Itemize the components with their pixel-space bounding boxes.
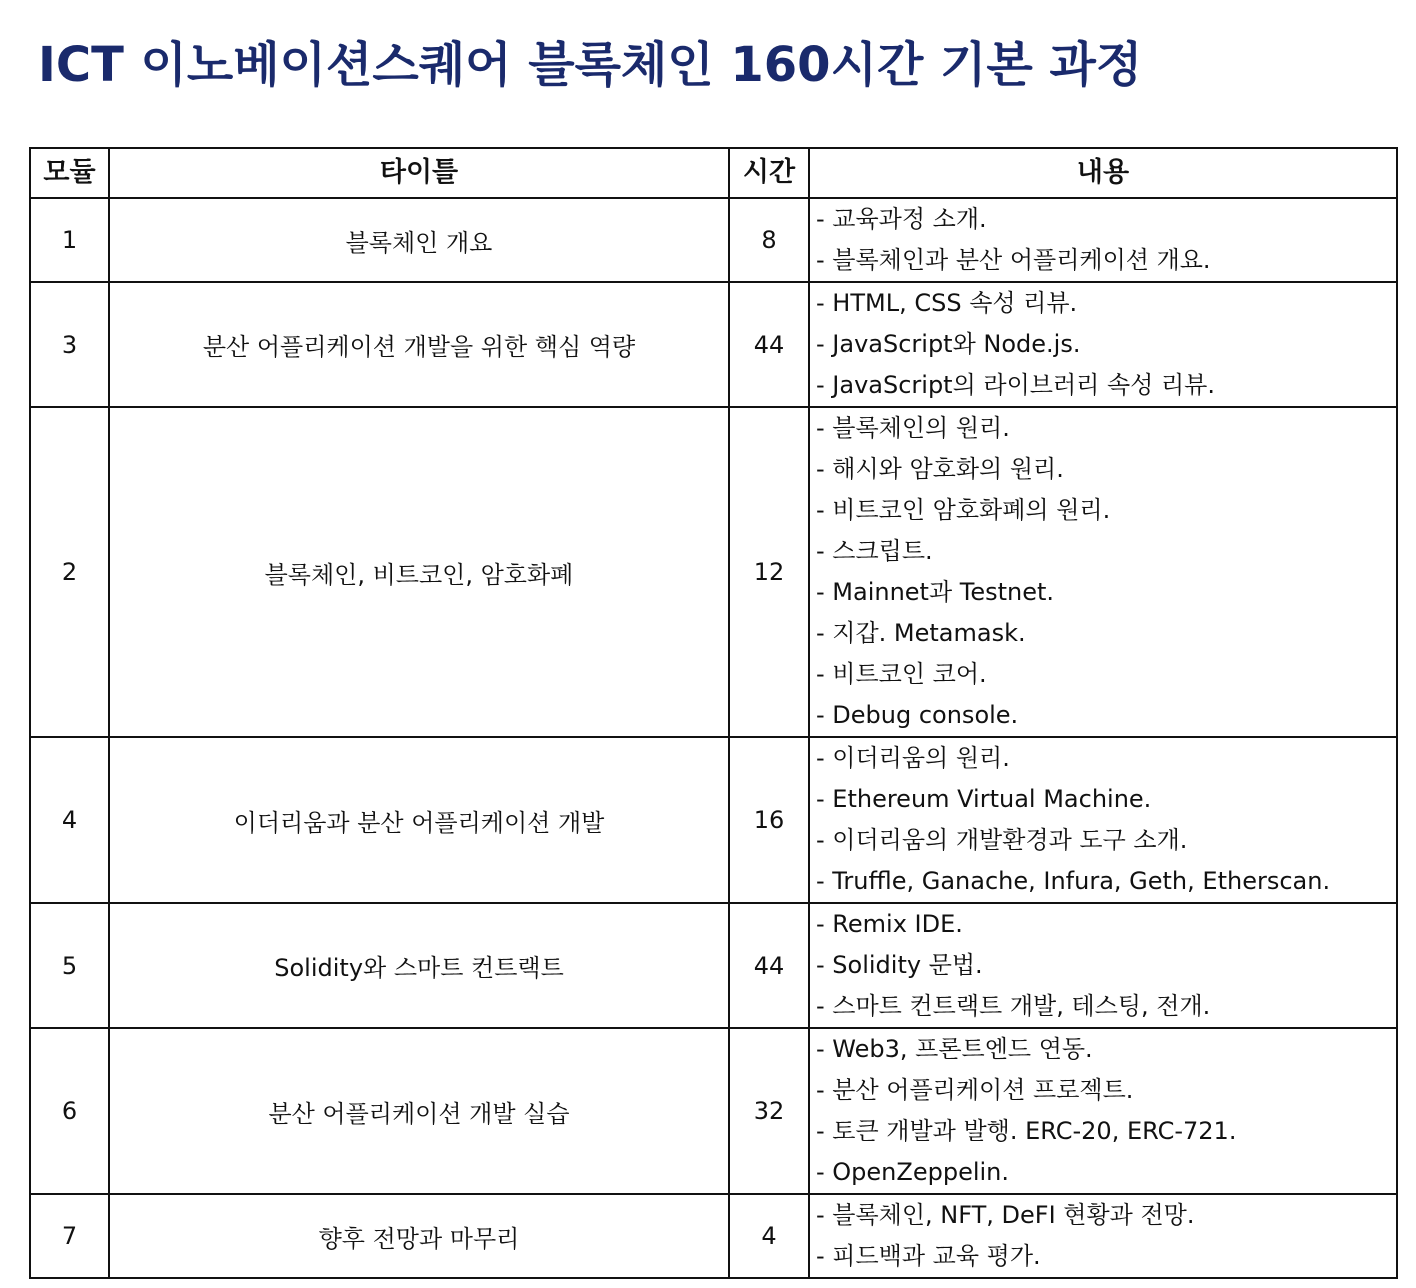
table-row xyxy=(30,282,1397,407)
content-line: - Remix IDE. xyxy=(816,910,963,938)
cell-module-number: 4 xyxy=(30,737,109,903)
table-header-row xyxy=(30,148,1397,198)
cell-module-number: 3 xyxy=(30,282,109,407)
cell-hours: 44 xyxy=(729,903,809,1028)
content-line: - Ethereum Virtual Machine. xyxy=(816,785,1152,813)
page-title: ICT 이노베이션스퀘어 블록체인 160시간 기본 과정 xyxy=(38,37,1143,93)
cell-module-number: 7 xyxy=(30,1194,109,1278)
cell-module-number: 6 xyxy=(30,1028,109,1194)
content-line: - Web3, 프론트엔드 연동. xyxy=(816,1035,1093,1063)
cell-hours: 16 xyxy=(729,737,809,903)
content-line: - HTML, CSS 속성 리뷰. xyxy=(816,289,1078,317)
cell-content xyxy=(809,1028,1397,1194)
table-row xyxy=(30,737,1397,903)
content-line: - 비트코인 암호화폐의 원리. xyxy=(816,496,1111,524)
table-row xyxy=(30,407,1397,737)
content-line: - 블록체인, NFT, DeFI 현황과 전망. xyxy=(816,1201,1195,1229)
cell-module-title: 이더리움과 분산 어플리케이션 개발 xyxy=(109,737,729,903)
cell-content xyxy=(809,282,1397,407)
cell-module-title: 분산 어플리케이션 개발 실습 xyxy=(109,1028,729,1194)
cell-hours: 32 xyxy=(729,1028,809,1194)
content-line: - 지갑. Metamask. xyxy=(816,619,1026,647)
cell-content xyxy=(809,198,1397,282)
content-line: - 분산 어플리케이션 프로젝트. xyxy=(816,1076,1134,1104)
cell-module-title: 블록체인 개요 xyxy=(109,198,729,282)
cell-hours: 44 xyxy=(729,282,809,407)
cell-module-number: 5 xyxy=(30,903,109,1028)
table-row xyxy=(30,1028,1397,1194)
table-row xyxy=(30,1194,1397,1278)
cell-module-title: 분산 어플리케이션 개발을 위한 핵심 역량 xyxy=(109,282,729,407)
cell-content xyxy=(809,1194,1397,1278)
content-line: - 스크립트. xyxy=(816,537,933,565)
content-line: - Solidity 문법. xyxy=(816,951,983,979)
content-line: - 해시와 암호화의 원리. xyxy=(816,455,1064,483)
header-title: 타이틀 xyxy=(109,148,729,198)
header-module: 모듈 xyxy=(30,148,109,198)
content-line: - Debug console. xyxy=(816,701,1019,729)
cell-module-title: 블록체인, 비트코인, 암호화폐 xyxy=(109,407,729,737)
content-line: - 블록체인의 원리. xyxy=(816,414,1010,442)
content-line: - 블록체인과 분산 어플리케이션 개요. xyxy=(816,246,1211,274)
content-line: - 이더리움의 원리. xyxy=(816,744,1010,772)
content-line: - Mainnet과 Testnet. xyxy=(816,578,1055,606)
cell-module-number: 1 xyxy=(30,198,109,282)
cell-hours: 4 xyxy=(729,1194,809,1278)
cell-content xyxy=(809,407,1397,737)
table-row xyxy=(30,903,1397,1028)
cell-content xyxy=(809,737,1397,903)
cell-module-title: 향후 전망과 마무리 xyxy=(109,1194,729,1278)
cell-module-number: 2 xyxy=(30,407,109,737)
table-body xyxy=(30,198,1397,1278)
content-line: - OpenZeppelin. xyxy=(816,1158,1010,1186)
content-line: - 교육과정 소개. xyxy=(816,205,987,233)
content-line: - JavaScript와 Node.js. xyxy=(816,330,1081,358)
header-content: 내용 xyxy=(809,148,1397,198)
cell-module-title: Solidity와 스마트 컨트랙트 xyxy=(109,903,729,1028)
content-line: - 피드백과 교육 평가. xyxy=(816,1242,1041,1270)
table-row xyxy=(30,198,1397,282)
header-hours: 시간 xyxy=(729,148,809,198)
cell-hours: 8 xyxy=(729,198,809,282)
content-line: - 비트코인 코어. xyxy=(816,660,987,688)
cell-content xyxy=(809,903,1397,1028)
content-line: - 토큰 개발과 발행. ERC-20, ERC-721. xyxy=(816,1117,1237,1145)
cell-hours: 12 xyxy=(729,407,809,737)
content-line: - JavaScript의 라이브러리 속성 리뷰. xyxy=(816,371,1215,399)
curriculum-table xyxy=(29,147,1398,1279)
content-line: - 이더리움의 개발환경과 도구 소개. xyxy=(816,826,1188,854)
content-line: - Truffle, Ganache, Infura, Geth, Etherscan. xyxy=(816,867,1331,895)
content-line: - 스마트 컨트랙트 개발, 테스팅, 전개. xyxy=(816,992,1211,1020)
